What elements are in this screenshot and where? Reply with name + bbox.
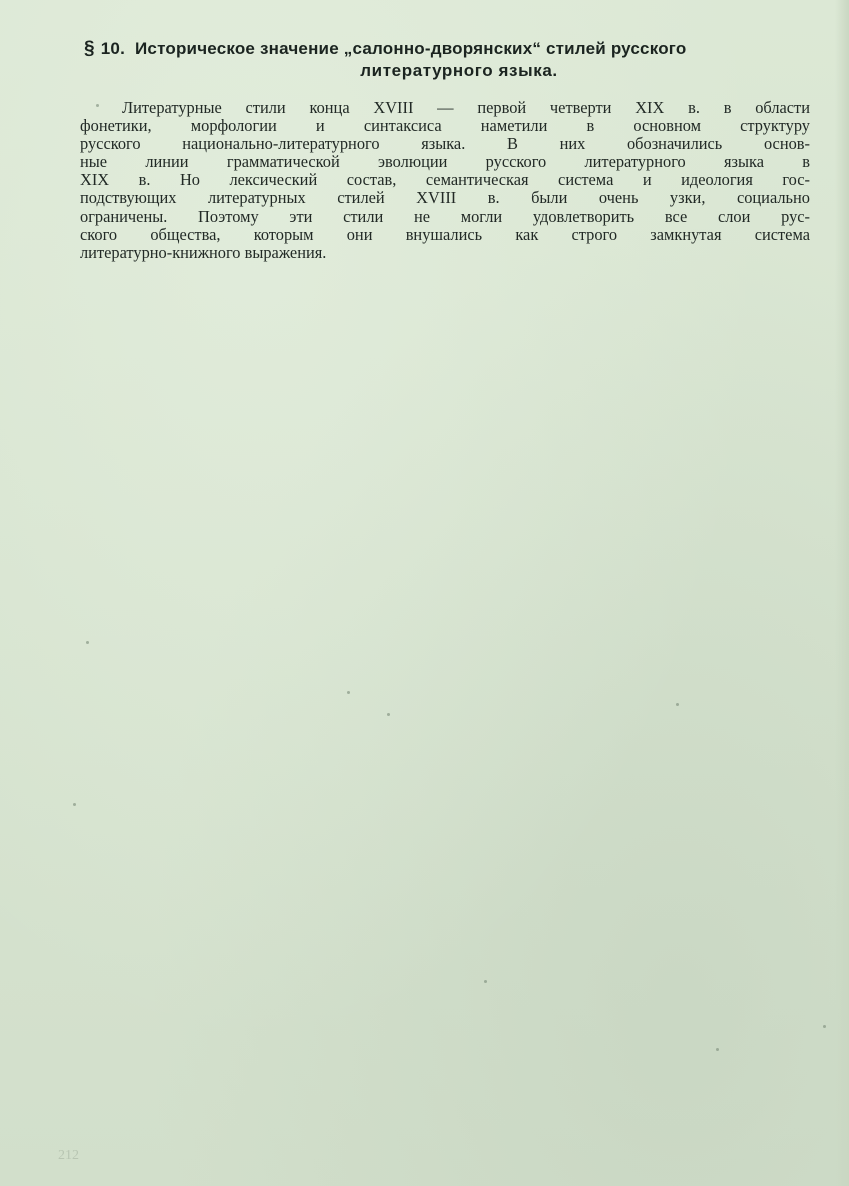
paragraph-line: подствующих литературных стилей XVIII в. были очень узки, социально [80, 188, 810, 208]
paper-speck [86, 641, 89, 644]
paragraph-line: Литературные стили конца XVIII — первой четверти XIX в. в области [122, 98, 810, 117]
paper-speck [387, 713, 390, 716]
section-sign: § [84, 38, 95, 59]
paper-speck [676, 703, 679, 706]
paper-speck [347, 691, 350, 694]
paragraph-line: ограничены. Поэтому эти стили не могли удовлетворить все слои рус- [80, 206, 810, 226]
paragraph-line: ского общества, которым они внушались как строго замкнутая система [80, 224, 810, 244]
paper-speck [484, 980, 487, 983]
paper-speck [823, 1025, 826, 1028]
section-number: 10. [100, 39, 126, 58]
paragraph-line: фонетики, морфологии и синтаксиса наметили в основном структуру [80, 116, 810, 136]
page-edge-shadow [835, 0, 849, 1186]
paragraph-line: русского национально-литературного языка. В них обозначились основ- [80, 134, 810, 154]
page-number: 212 [58, 1148, 79, 1163]
paper-speck [96, 104, 99, 107]
body-paragraph [80, 99, 810, 262]
paper-speck [73, 803, 76, 806]
section-heading [84, 38, 814, 82]
paper-speck [716, 1048, 719, 1051]
section-title-line-1: Историческое значение „салонно-дворянских“ стилей русского [135, 39, 687, 58]
paragraph-line: XIX в. Но лексический состав, семантическая система и идеология гос- [80, 170, 810, 190]
paragraph-line: литературно-книжного выражения. [80, 242, 327, 262]
paragraph-line: ные линии грамматической эволюции русского литературного языка в [80, 152, 810, 172]
section-heading-line-1 [84, 38, 814, 60]
section-title-line-2: литературного языка. [360, 61, 558, 80]
